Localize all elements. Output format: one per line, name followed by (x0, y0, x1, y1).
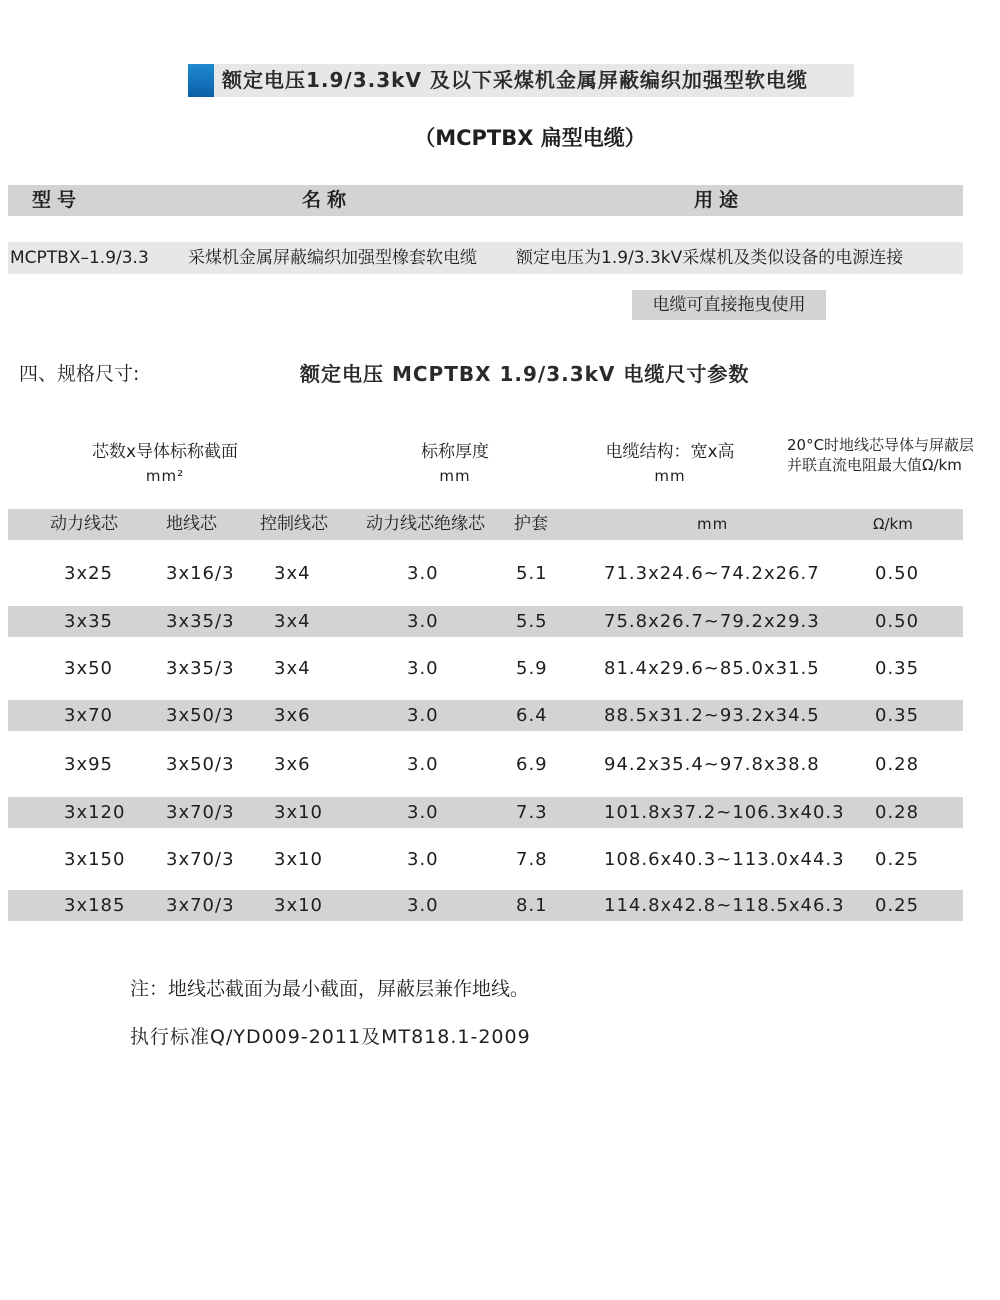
group-resistance (787, 435, 974, 475)
table-row (8, 844, 963, 875)
cell-ground: 3x70/3 (166, 849, 235, 870)
cell-control: 3x4 (274, 563, 311, 584)
standard-reference: 执行标准Q/YD009-2011及MT818.1-2009 (130, 1026, 531, 1048)
cell-control: 3x6 (274, 705, 311, 726)
section-title: 额定电压 MCPTBX 1.9/3.3kV 电缆尺寸参数 (300, 362, 750, 386)
cell-dims: 114.8x42.8~118.5x46.3 (604, 895, 845, 916)
group-cores-unit: mm² (145, 467, 185, 485)
overview-extra-use: 电缆可直接拖曳使用 (652, 295, 806, 315)
cell-dims: 88.5x31.2~93.2x34.5 (604, 705, 820, 726)
cell-control: 3x10 (274, 895, 324, 916)
cell-dims: 108.6x40.3~113.0x44.3 (604, 849, 845, 870)
cell-dims: 94.2x35.4~97.8x38.8 (604, 754, 820, 775)
group-thickness-label: 标称厚度 (421, 442, 489, 462)
overview-header-band (8, 185, 963, 216)
overview-header-use: 用途 (694, 189, 745, 211)
group-structure-unit: mm (654, 467, 686, 485)
cell-ground: 3x35/3 (166, 611, 235, 632)
cell-power: 3x35 (64, 611, 114, 632)
cell-sheath: 5.1 (516, 563, 548, 584)
cell-power: 3x150 (64, 849, 126, 870)
cell-dims: 101.8x37.2~106.3x40.3 (604, 802, 845, 823)
title-accent-block (188, 64, 214, 97)
page-title: 额定电压1.9/3.3kV 及以下采煤机金属屏蔽编织加强型软电缆 (222, 68, 808, 92)
cell-ground: 3x70/3 (166, 895, 235, 916)
cell-ground: 3x50/3 (166, 705, 235, 726)
overview-use: 额定电压为1.9/3.3kV采煤机及类似设备的电源连接 (516, 248, 904, 268)
cell-ground: 3x50/3 (166, 754, 235, 775)
cell-dims: 81.4x29.6~85.0x31.5 (604, 658, 820, 679)
overview-header-name: 名称 (302, 189, 353, 211)
cell-resistance: 0.50 (875, 563, 920, 584)
overview-name: 采煤机金属屏蔽编织加强型橡套软电缆 (188, 248, 477, 268)
column-header-band (8, 509, 963, 540)
footnote: 注：地线芯截面为最小截面，屏蔽层兼作地线。 (130, 978, 530, 1000)
cell-control: 3x10 (274, 802, 324, 823)
table-row (8, 797, 963, 828)
table-row (8, 606, 963, 637)
overview-model: MCPTBX–1.9/3.3 (10, 248, 149, 268)
cell-insulation: 3.0 (407, 849, 439, 870)
cell-ground: 3x70/3 (166, 802, 235, 823)
cell-power: 3x185 (64, 895, 126, 916)
cell-resistance: 0.25 (875, 849, 920, 870)
group-thickness (385, 440, 525, 488)
col-header-dims-unit: mm (697, 515, 729, 533)
page-subtitle: （MCPTBX 扁型电缆） (414, 126, 646, 150)
col-header-ground: 地线芯 (166, 514, 217, 534)
table-row (8, 653, 963, 684)
table-row (8, 890, 963, 921)
group-structure-label: 电缆结构：宽x高 (605, 442, 735, 462)
cell-power: 3x50 (64, 658, 114, 679)
cell-control: 3x10 (274, 849, 324, 870)
cell-control: 3x4 (274, 658, 311, 679)
cell-control: 3x6 (274, 754, 311, 775)
col-header-insulation: 动力线芯绝缘芯 (366, 514, 485, 534)
cell-sheath: 5.5 (516, 611, 548, 632)
table-row (8, 749, 963, 780)
group-cores (60, 440, 270, 488)
cell-resistance: 0.28 (875, 802, 920, 823)
cell-resistance: 0.35 (875, 705, 920, 726)
cell-power: 3x25 (64, 563, 114, 584)
cell-power: 3x120 (64, 802, 126, 823)
overview-header-model: 型号 (32, 189, 83, 211)
group-cores-label: 芯数x导体标称截面 (91, 442, 239, 462)
cell-insulation: 3.0 (407, 895, 439, 916)
cell-resistance: 0.35 (875, 658, 920, 679)
cell-resistance: 0.28 (875, 754, 920, 775)
cell-sheath: 5.9 (516, 658, 548, 679)
col-header-sheath: 护套 (514, 514, 548, 534)
table-row (8, 700, 963, 731)
section-label: 四、规格尺寸: (19, 363, 140, 385)
cell-ground: 3x16/3 (166, 563, 235, 584)
cell-insulation: 3.0 (407, 563, 439, 584)
cell-power: 3x70 (64, 705, 114, 726)
cell-insulation: 3.0 (407, 658, 439, 679)
cell-control: 3x4 (274, 611, 311, 632)
cell-sheath: 7.3 (516, 802, 548, 823)
col-header-res-unit: Ω/km (873, 515, 913, 533)
cell-ground: 3x35/3 (166, 658, 235, 679)
cell-sheath: 7.8 (516, 849, 548, 870)
table-row (8, 558, 963, 589)
col-header-power: 动力线芯 (50, 514, 118, 534)
cell-sheath: 6.4 (516, 705, 548, 726)
cell-dims: 71.3x24.6~74.2x26.7 (604, 563, 820, 584)
group-thickness-unit: mm (439, 467, 471, 485)
cell-dims: 75.8x26.7~79.2x29.3 (604, 611, 820, 632)
cell-power: 3x95 (64, 754, 114, 775)
group-structure (585, 440, 755, 488)
cell-insulation: 3.0 (407, 754, 439, 775)
cell-sheath: 6.9 (516, 754, 548, 775)
cell-insulation: 3.0 (407, 705, 439, 726)
cell-resistance: 0.25 (875, 895, 920, 916)
cell-resistance: 0.50 (875, 611, 920, 632)
group-resistance-line2: 并联直流电阻最大值Ω/km (787, 456, 962, 474)
group-resistance-line1: 20°C时地线芯导体与屏蔽层 (787, 436, 975, 454)
cell-sheath: 8.1 (516, 895, 548, 916)
cell-insulation: 3.0 (407, 802, 439, 823)
col-header-control: 控制线芯 (260, 514, 328, 534)
cell-insulation: 3.0 (407, 611, 439, 632)
